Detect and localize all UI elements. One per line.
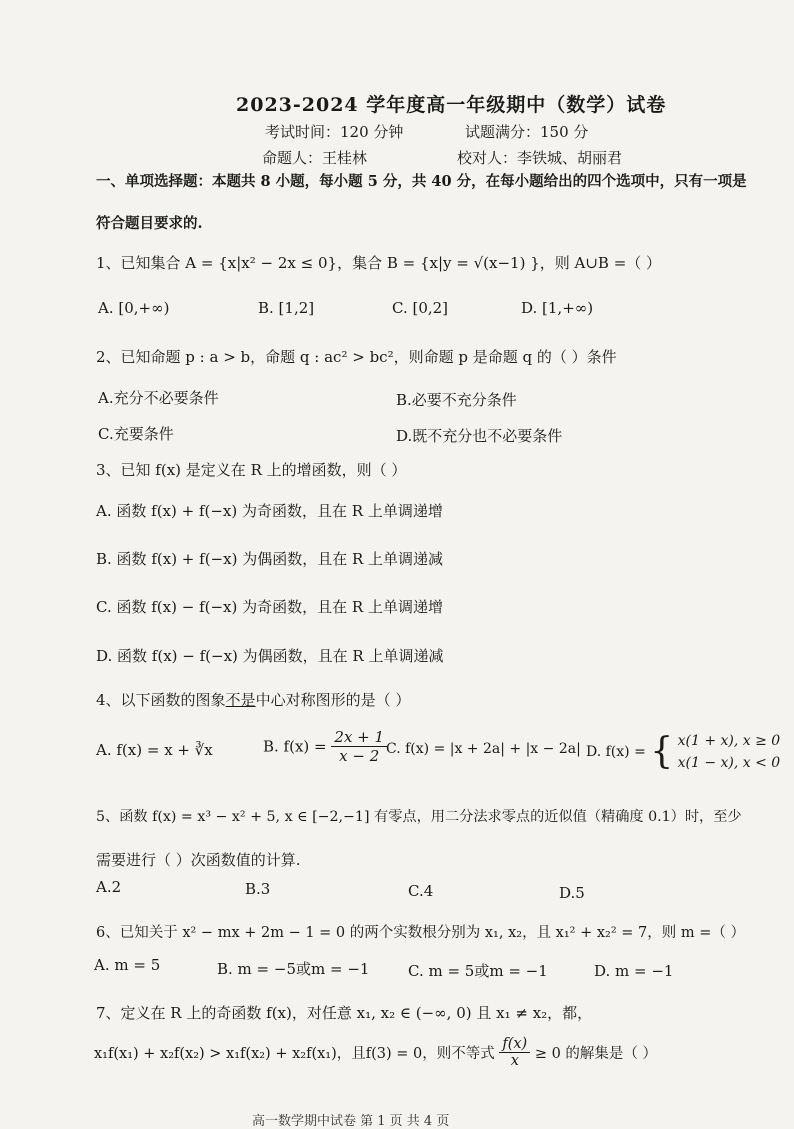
full-score: 试题满分：150 分 — [465, 123, 589, 141]
question-4-option-d-label: D. f(x) = — [586, 744, 646, 760]
section-heading: 一、单项选择题：本题共 8 小题，每小题 5 分，共 40 分，在每小题给出的四个选项中，只有一项是 — [96, 173, 747, 190]
question-3-option-b: B. 函数 f(x) + f(−x) 为偶函数，且在 R 上单调递减 — [96, 550, 444, 568]
question-6-option-d: D. m = −1 — [594, 962, 674, 980]
question-5-option-a: A.2 — [96, 878, 122, 896]
question-4-stem-underlined: 不是 — [225, 691, 256, 709]
question-5-stem-cont: 需要进行（ ）次函数值的计算. — [96, 851, 301, 869]
question-6-stem: 6、已知关于 x² − mx + 2m − 1 = 0 的两个实数根分别为 x₁, x₂，且 x₁² + x₂² = 7，则 m =（ ） — [96, 925, 745, 941]
author: 命题人：王桂林 — [262, 149, 368, 167]
exam-time: 考试时间：120 分钟 — [265, 123, 404, 141]
question-7-fraction — [499, 1036, 530, 1069]
question-2-option-c: C.充要条件 — [98, 425, 174, 443]
question-4-option-c: C. f(x) = |x + 2a| + |x − 2a| — [386, 741, 581, 757]
question-7-stem: 7、定义在 R 上的奇函数 f(x)，对任意 x₁, x₂ ∈ (−∞, 0) 且 x₁ ≠ x₂，都， — [96, 1004, 593, 1022]
question-4-option-b-fraction — [331, 728, 387, 765]
question-1-option-a: A. [0,+∞) — [98, 299, 170, 317]
question-4-stem-post: 中心对称图形的是（ ） — [255, 691, 411, 709]
checker: 校对人：李铁城、胡丽君 — [457, 149, 623, 167]
question-2-stem: 2、已知命题 p : a > b，命题 q : ac² > bc²，则命题 p 是命题 q 的（ ）条件 — [96, 348, 617, 366]
question-3-option-d: D. 函数 f(x) − f(−x) 为偶函数，且在 R 上单调递减 — [96, 647, 444, 665]
question-6-option-c: C. m = 5或m = −1 — [408, 962, 548, 980]
question-1-stem: 1、已知集合 A = {x|x² − 2x ≤ 0}，集合 B = {x|y = √(x−1) }，则 A∪B =（ ） — [96, 254, 662, 272]
left-brace-icon: { — [650, 731, 674, 772]
case-1: x(1 + x), x ≥ 0 — [677, 733, 781, 749]
question-5-stem: 5、函数 f(x) = x³ − x² + 5, x ∈ [−2,−1] 有零点，用二分法求零点的近似值（精确度 0.1）时，至少 — [96, 809, 742, 825]
question-4-option-d — [586, 730, 780, 774]
question-3-stem: 3、已知 f(x) 是定义在 R 上的增函数，则（ ） — [96, 461, 407, 479]
question-1-option-d: D. [1,+∞) — [521, 299, 594, 317]
question-2-option-b: B.必要不充分条件 — [396, 391, 517, 409]
question-2-option-d: D.既不充分也不必要条件 — [396, 427, 563, 445]
question-1-option-b: B. [1,2] — [258, 299, 315, 317]
page-footer: 高一数学期中试卷 第 1 页 共 4 页 — [252, 1114, 450, 1129]
question-7-inequality: x₁f(x₁) + x₂f(x₂) > x₁f(x₂) + x₂f(x₁)，且f(3) = 0，则不等式 — [94, 1046, 495, 1062]
fraction-denominator: x — [510, 1053, 519, 1069]
question-5-option-d: D.5 — [559, 884, 585, 902]
fraction-numerator: 2x + 1 — [331, 728, 387, 747]
question-1-option-c: C. [0,2] — [392, 299, 449, 317]
fraction-denominator: x − 2 — [339, 747, 380, 765]
question-4-option-a: A. f(x) = x + ∛x — [96, 741, 213, 759]
fraction-numerator: f(x) — [499, 1036, 530, 1053]
question-3-option-a: A. 函数 f(x) + f(−x) 为奇函数，且在 R 上单调递增 — [96, 502, 443, 520]
question-6-option-b: B. m = −5或m = −1 — [217, 960, 370, 978]
question-5-option-c: C.4 — [408, 882, 434, 900]
question-2-option-a: A.充分不必要条件 — [98, 389, 219, 407]
question-7-tail: ≥ 0 的解集是（ ） — [534, 1046, 658, 1062]
question-4-option-b — [263, 728, 387, 765]
section-heading-cont: 符合题目要求的. — [96, 215, 203, 232]
question-4-option-b-label: B. f(x) = — [263, 737, 327, 756]
question-6-option-a: A. m = 5 — [94, 956, 161, 974]
exam-title: 2023-2024 学年度高一年级期中（数学）试卷 — [236, 94, 667, 116]
piecewise-cases — [678, 730, 781, 774]
question-4-stem — [96, 689, 410, 710]
question-7-stem-cont — [94, 1036, 657, 1069]
case-2: x(1 − x), x < 0 — [677, 755, 781, 771]
question-3-option-c: C. 函数 f(x) − f(−x) 为奇函数，且在 R 上单调递增 — [96, 598, 443, 616]
question-5-option-b: B.3 — [245, 880, 271, 898]
question-4-stem-pre: 4、以下函数的图象 — [96, 691, 226, 709]
